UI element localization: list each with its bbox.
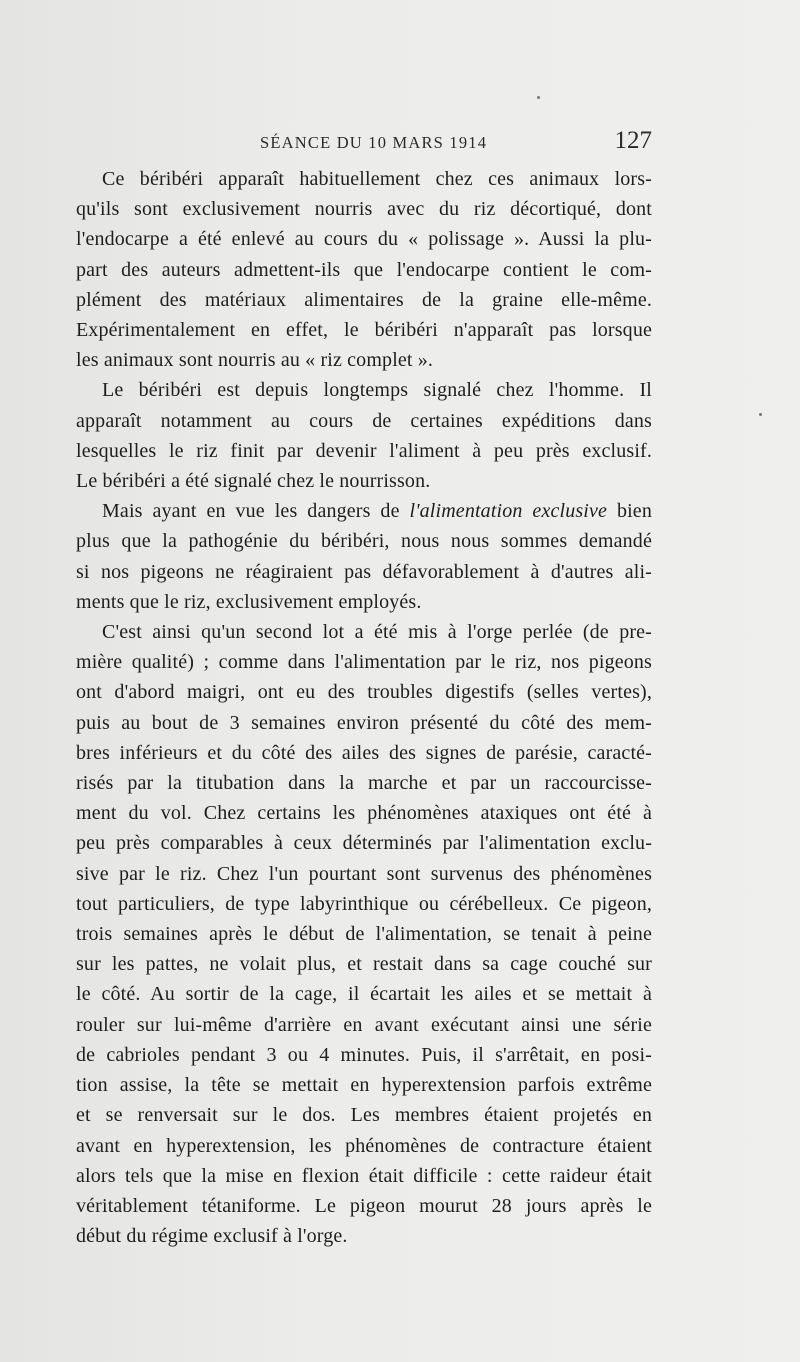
text-line: début du régime exclusif à l'orge. xyxy=(76,1225,348,1248)
text-line: Le béribéri a été signalé chez le nourrisson. xyxy=(76,470,431,493)
text-line: rouler sur lui-même d'arrière en avant exécutant ainsi une série xyxy=(76,1013,652,1036)
text-line: l'endocarpe a été enlevé au cours du « polissage ». Aussi la plu- xyxy=(76,228,652,251)
text-segment: Mais ayant en vue les dangers de xyxy=(102,500,410,523)
text-line: Le béribéri est depuis longtemps signalé chez l'homme. Il xyxy=(102,379,652,402)
paragraph-1 xyxy=(76,164,652,375)
text-line: alors tels que la mise en flexion était difficile : cette raideur était xyxy=(76,1164,652,1187)
text-line: tout particuliers, de type labyrinthique ou cérébelleux. Ce pigeon, xyxy=(76,892,652,915)
text-line: tion assise, la tête se mettait en hyperextension parfois extrême xyxy=(76,1074,652,1097)
text-line: lesquelles le riz finit par devenir l'aliment à peu près exclusif. xyxy=(76,439,652,462)
text-line: véritablement tétaniforme. Le pigeon mourut 28 jours après le xyxy=(76,1194,652,1217)
text-line: apparaît notamment au cours de certaines expéditions dans xyxy=(76,409,652,432)
text-line: plément des matériaux alimentaires de la graine elle-même. xyxy=(76,288,652,311)
text-line: plus que la pathogénie du béribéri, nous nous sommes demandé xyxy=(76,530,652,553)
text-line: si nos pigeons ne réagiraient pas défavorablement à d'autres ali- xyxy=(76,560,652,583)
text-segment: bien xyxy=(607,500,652,523)
page-header xyxy=(260,127,652,157)
text-line: Expérimentalement en effet, le béribéri n'apparaît pas lorsque xyxy=(76,319,652,342)
text-line: puis au bout de 3 semaines environ présenté du côté des mem- xyxy=(76,711,652,734)
text-line: avant en hyperextension, les phénomènes de contracture étaient xyxy=(76,1134,652,1157)
text-line: sur les pattes, ne volait plus, et restait dans sa cage couché sur xyxy=(76,953,652,976)
text-line: mière qualité) ; comme dans l'alimentation par le riz, nos pigeons xyxy=(76,651,652,674)
running-title: SÉANCE DU 10 MARS 1914 xyxy=(260,133,488,152)
text-line: trois semaines après le début de l'alimentation, se tenait à peine xyxy=(76,923,652,946)
paragraph-4 xyxy=(76,617,652,1251)
text-line: ments que le riz, exclusivement employés. xyxy=(76,590,422,613)
text-line: les animaux sont nourris au « riz complet ». xyxy=(76,349,434,372)
text-line: bres inférieurs et du côté des ailes des signes de parésie, caracté- xyxy=(76,741,652,764)
body-text xyxy=(76,164,652,1251)
paragraph-2 xyxy=(76,375,652,496)
paper-speck xyxy=(537,96,540,99)
text-line: qu'ils sont exclusivement nourris avec du riz décortiqué, dont xyxy=(76,198,652,221)
page-number: 127 xyxy=(614,127,652,154)
text-line xyxy=(76,496,652,526)
paragraph-3 xyxy=(76,496,652,617)
text-line: Ce béribéri apparaît habituellement chez ces animaux lors- xyxy=(102,168,652,190)
text-line: et se renversait sur le dos. Les membres étaient projetés en xyxy=(76,1104,652,1127)
text-line: ont d'abord maigri, ont eu des troubles digestifs (selles vertes), xyxy=(76,681,652,704)
text-line: risés par la titubation dans la marche et par un raccourcisse- xyxy=(76,772,652,795)
text-line: le côté. Au sortir de la cage, il écartait les ailes et se mettait à xyxy=(76,983,652,1006)
text-line: peu près comparables à ceux déterminés par l'alimentation exclu- xyxy=(76,832,652,855)
italic-phrase: l'alimentation exclusive xyxy=(409,500,608,523)
text-line: C'est ainsi qu'un second lot a été mis à l'orge perlée (de pre- xyxy=(102,621,652,644)
text-line: part des auteurs admettent-ils que l'endocarpe contient le com- xyxy=(76,258,652,281)
paper-speck xyxy=(759,413,762,416)
text-line: de cabrioles pendant 3 ou 4 minutes. Puis, il s'arrêtait, en posi- xyxy=(76,1043,652,1066)
text-line: sive par le riz. Chez l'un pourtant sont survenus des phénomènes xyxy=(76,862,652,885)
text-line: ment du vol. Chez certains les phénomènes ataxiques ont été à xyxy=(76,802,652,825)
